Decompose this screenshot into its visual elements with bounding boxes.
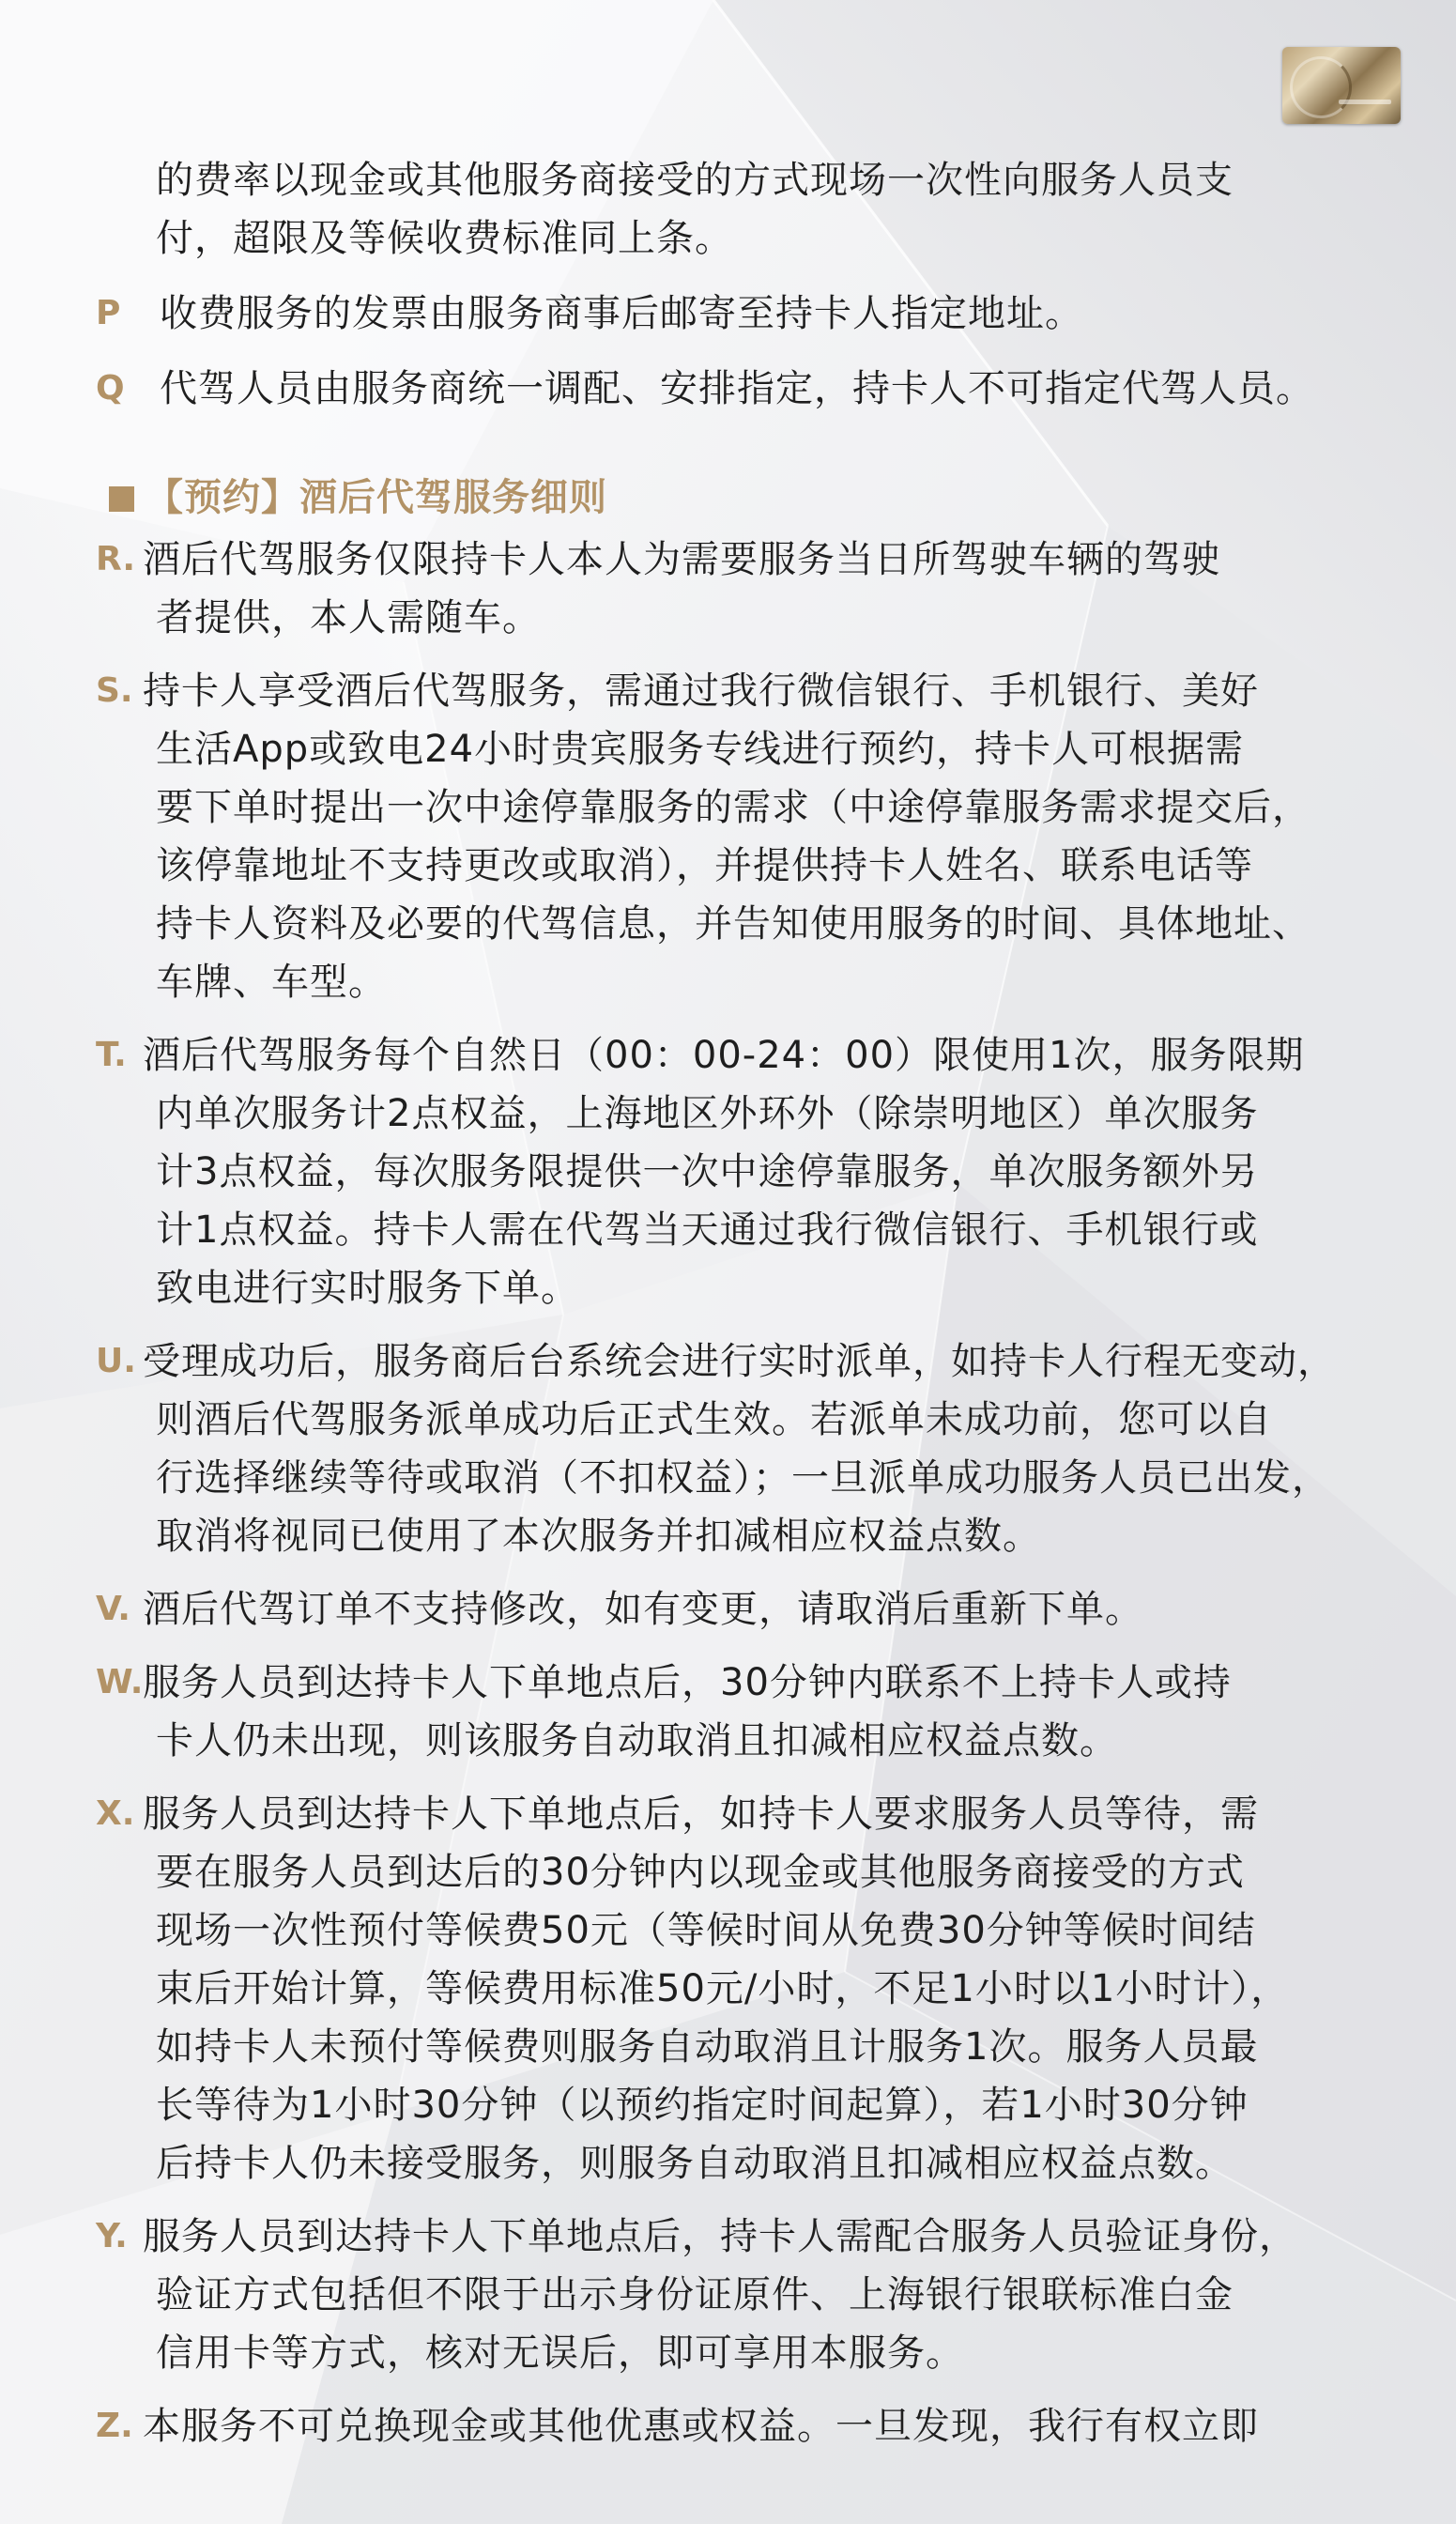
section-heading-text: 【预约】酒后代驾服务细则 <box>146 476 607 519</box>
item-line: 持卡人资料及必要的代驾信息，并告知使用服务的时间、具体地址、 <box>156 902 1310 946</box>
item-line: 服务人员到达持卡人下单地点后，如持卡人要求服务人员等待，需 <box>143 1793 1259 1836</box>
item-line: 酒后代驾订单不支持修改，如有变更，请取消后重新下单。 <box>143 1588 1143 1631</box>
item-line: 要下单时提出一次中途停靠服务的需求（中途停靠服务需求提交后， <box>156 786 1310 829</box>
item-line: 该停靠地址不支持更改或取消），并提供持卡人姓名、联系电话等 <box>156 844 1253 887</box>
item-line: 如持卡人未预付等候费则服务自动取消且计服务1次。服务人员最 <box>156 2025 1259 2069</box>
item-line: 持卡人享受酒后代驾服务，需通过我行微信银行、手机银行、美好 <box>143 669 1259 713</box>
item-line: 本服务不可兑换现金或其他优惠或权益。一旦发现，我行有权立即 <box>143 2405 1259 2448</box>
item-marker-s: S. <box>96 671 133 710</box>
item-line: 受理成功后，服务商后台系统会进行实时派单，如持卡人行程无变动， <box>143 1340 1336 1383</box>
item-marker-r: R. <box>96 540 136 578</box>
intro-line: 的费率以现金或其他服务商接受的方式现场一次性向服务人员支 <box>156 159 1234 202</box>
item-marker-t: T. <box>96 1036 127 1074</box>
item-line: 计3点权益，每次服务限提供一次中途停靠服务，单次服务额外另 <box>156 1150 1259 1193</box>
item-marker-w: W. <box>96 1663 144 1701</box>
section-heading <box>109 470 607 525</box>
item-line: 致电进行实时服务下单。 <box>156 1267 579 1310</box>
item-line: 代驾人员由服务商统一调配、安排指定，持卡人不可指定代驾人员。 <box>160 367 1314 410</box>
square-bullet-icon <box>109 486 134 512</box>
item-line: 内单次服务计2点权益，上海地区外环外（除崇明地区）单次服务 <box>156 1092 1259 1135</box>
item-line: 取消将视同已使用了本次服务并扣减相应权益点数。 <box>156 1515 1041 1558</box>
item-line: 信用卡等方式，核对无误后，即可享用本服务。 <box>156 2332 964 2375</box>
credit-card-thumbnail <box>1282 47 1401 124</box>
item-line: 长等待为1小时30分钟（以预约指定时间起算），若1小时30分钟 <box>156 2084 1249 2127</box>
item-line: 车牌、车型。 <box>156 961 387 1004</box>
item-marker-p: P <box>96 294 121 332</box>
item-line: 行选择继续等待或取消（不扣权益）；一旦派单成功服务人员已出发， <box>156 1456 1330 1500</box>
item-line: 现场一次性预付等候费50元（等候时间从免费30分钟等候时间结 <box>156 1909 1256 1952</box>
item-line: 束后开始计算，等候费用标准50元/小时，不足1小时以1小时计）， <box>156 1967 1290 2010</box>
item-line: 服务人员到达持卡人下单地点后，持卡人需配合服务人员验证身份， <box>143 2215 1297 2258</box>
intro-line: 付，超限及等候收费标准同上条。 <box>156 217 733 260</box>
item-marker-z: Z. <box>96 2407 133 2445</box>
item-marker-u: U. <box>96 1342 136 1380</box>
item-marker-v: V. <box>96 1590 130 1628</box>
item-line: 生活App或致电24小时贵宾服务专线进行预约，持卡人可根据需 <box>156 728 1245 771</box>
item-line: 计1点权益。持卡人需在代驾当天通过我行微信银行、手机银行或 <box>156 1208 1259 1252</box>
card-number-strip <box>1339 100 1391 104</box>
item-marker-x: X. <box>96 1794 135 1833</box>
item-line: 服务人员到达持卡人下单地点后，30分钟内联系不上持卡人或持 <box>143 1661 1232 1704</box>
item-line: 要在服务人员到达后的30分钟内以现金或其他服务商接受的方式 <box>156 1851 1245 1894</box>
item-line: 者提供，本人需随车。 <box>156 596 541 639</box>
item-marker-y: Y. <box>96 2217 128 2255</box>
item-line: 卡人仍未出现，则该服务自动取消且扣减相应权益点数。 <box>156 1719 1118 1762</box>
item-line: 验证方式包括但不限于出示身份证原件、上海银行银联标准白金 <box>156 2273 1234 2316</box>
item-line: 收费服务的发票由服务商事后邮寄至持卡人指定地址。 <box>160 292 1083 335</box>
item-marker-q: Q <box>96 369 125 408</box>
item-line: 后持卡人仍未接受服务，则服务自动取消且扣减相应权益点数。 <box>156 2142 1234 2185</box>
item-line: 则酒后代驾服务派单成功后正式生效。若派单未成功前，您可以自 <box>156 1398 1272 1441</box>
item-line: 酒后代驾服务仅限持卡人本人为需要服务当日所驾驶车辆的驾驶 <box>143 538 1220 581</box>
card-swirl-graphic <box>1290 56 1352 118</box>
item-line: 酒后代驾服务每个自然日（00：00-24：00）限使用1次，服务限期 <box>143 1034 1305 1077</box>
